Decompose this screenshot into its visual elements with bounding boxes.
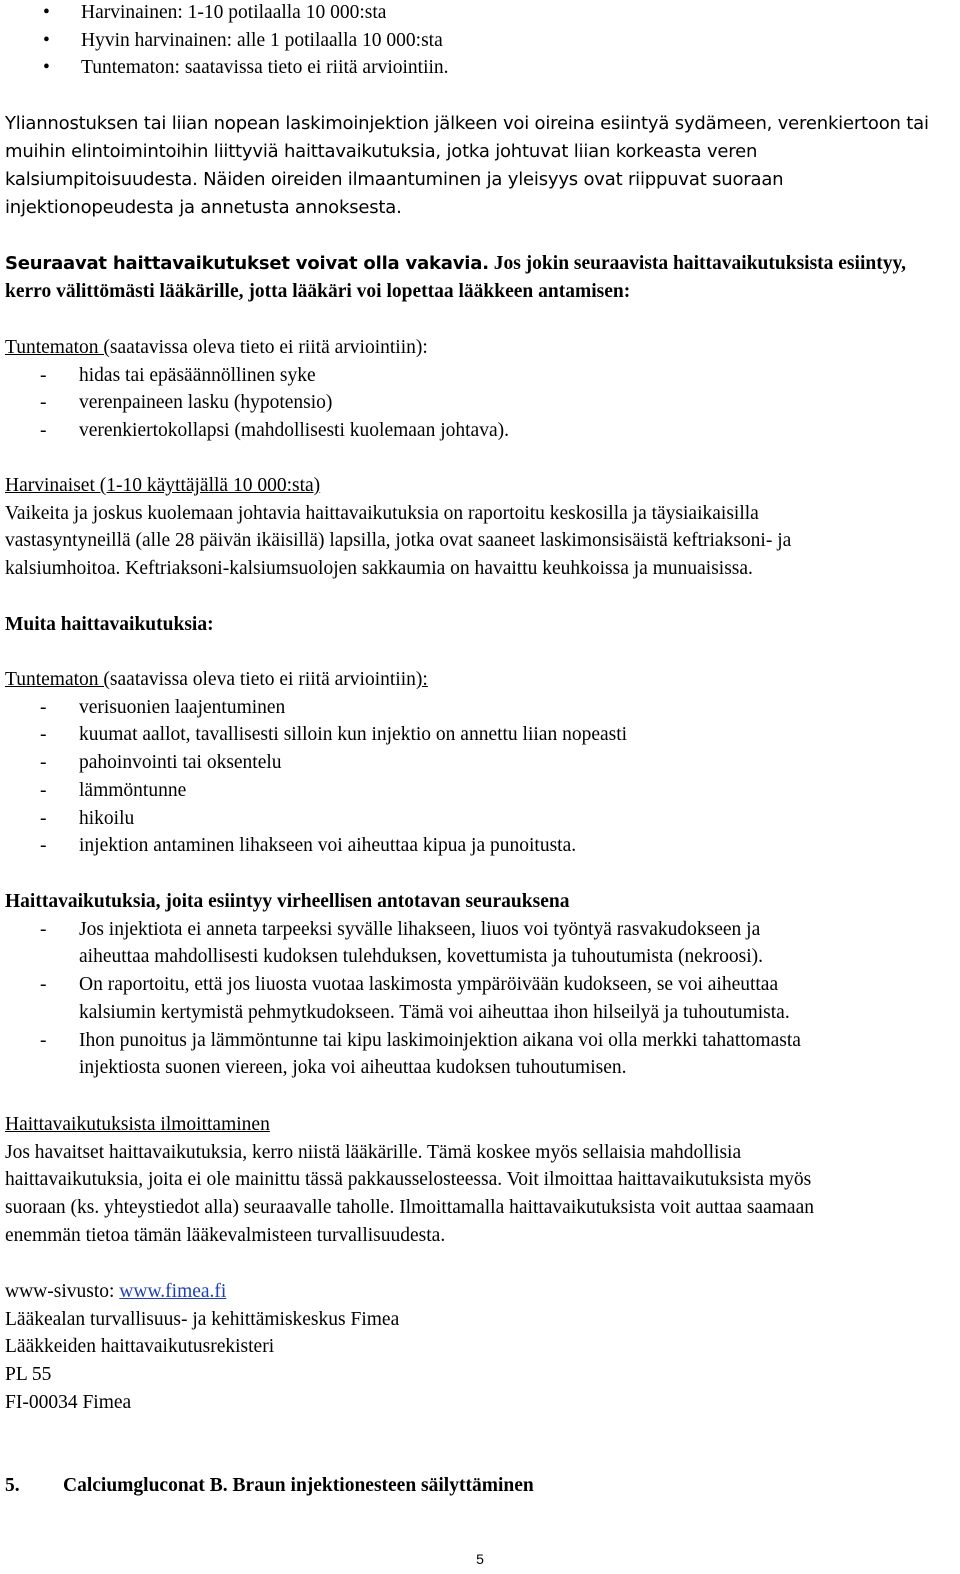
contact-line: FI-00034 Fimea (5, 1391, 132, 1413)
paragraph-line: suoraan (ks. yhteystiedot alla) seuraavalle taholle. Ilmoittamalla haittavaikutuksista voit auttaa saamaan (5, 1197, 814, 1219)
frequency-label: Tuntematon (saatavissa oleva tieto ei riitä arviointiin): (5, 337, 428, 358)
list-item: • Tuntematon: saatavissa tieto ei riitä arviointiin. (5, 54, 958, 82)
section-number: 5. (5, 1475, 20, 1496)
reporting-heading: Haittavaikutuksista ilmoittaminen (5, 1114, 270, 1135)
reporting-section (5, 1111, 958, 1250)
list-item: - verenkiertokollapsi (mahdollisesti kuolemaan johtava). (5, 417, 958, 445)
list-item: - verenpaineen lasku (hypotensio) (5, 389, 958, 417)
serious-warning-line: kerro välittömästi lääkärille, jotta lääkäri voi lopettaa lääkkeen antamisen: (5, 280, 631, 302)
list-item: • Hyvin harvinainen: alle 1 potilaalla 10 000:sta (5, 27, 958, 55)
paragraph-line: vastasyntyneillä (alle 28 päivän ikäisillä) lapsilla, jotka ovat saaneet laskimonsisäistä keftriaksoni- ja (5, 530, 792, 552)
list-item: - verisuonien laajentuminen (5, 694, 958, 722)
paragraph-line: Yliannostuksen tai liian nopean laskimoinjektion jälkeen voi oireina esiintyä sydämeen, verenkiertoon tai (5, 113, 929, 134)
section-5-heading (5, 1472, 534, 1500)
list-item: - pahoinvointi tai oksentelu (5, 749, 958, 777)
contact-line: PL 55 (5, 1364, 52, 1386)
contact-line: Lääkealan turvallisuus- ja kehittämiskeskus Fimea (5, 1308, 400, 1330)
list-item: - lämmöntunne (5, 777, 958, 805)
contact-block (5, 1278, 958, 1417)
other-section (5, 666, 958, 860)
frequency-label: Tuntematon (saatavissa oleva tieto ei riitä arviointiin): (5, 669, 428, 690)
serious-warning-lead: Seuraavat haittavaikutukset voivat olla vakavia. (5, 253, 489, 274)
list-item: • Harvinainen: 1-10 potilaalla 10 000:sta (5, 0, 958, 27)
rare-heading: Harvinaiset (1-10 käyttäjällä 10 000:sta) (5, 475, 321, 496)
paragraph-line: muihin elintoimintoihin liittyviä haittavaikutuksia, jotka johtuvat liian korkeasta veren (5, 141, 758, 162)
paragraph-line: Vaikeita ja joskus kuolemaan johtavia haittavaikutuksia on raportoitu keskosilla ja täysiaikaisilla (5, 502, 759, 524)
unknown-serious-section (5, 334, 958, 445)
paragraph-line: kalsiumpitoisuudesta. Näiden oireiden ilmaantuminen ja yleisyys ovat riippuvat suoraan (5, 169, 784, 190)
fimea-link[interactable]: www.fimea.fi (119, 1281, 227, 1302)
list-item: - On raportoitu, että jos liuosta vuotaa laskimosta ympäröivään kudokseen, se voi aiheuttaa kalsiumin kertymistä pehmytkudokseen. Tämä voi aiheuttaa ihon hilseilyä ja tuhoutumista. (5, 971, 958, 1026)
paragraph-line: injektionopeudesta ja annetusta annoksesta. (5, 197, 402, 218)
list-item: - hikoilu (5, 805, 958, 833)
list-item: - Ihon punoitus ja lämmöntunne tai kipu laskimoinjektion aikana voi olla merkki tahattomasta injektiosta suonen viereen, joka voi aiheuttaa kudoksen tuhoutumisen. (5, 1027, 958, 1082)
paragraph-line: enemmän tietoa tämän lääkevalmisteen turvallisuudesta. (5, 1224, 446, 1246)
contact-line: Lääkkeiden haittavaikutusrekisteri (5, 1336, 275, 1358)
other-heading: Muita haittavaikutuksia: (5, 614, 214, 635)
serious-warning (5, 250, 958, 305)
overdose-paragraph (5, 110, 958, 222)
website-line: www-sivusto: www.fimea.fi (5, 1281, 227, 1302)
list-item: - kuumat aallot, tavallisesti silloin kun injektio on annettu liian nopeasti (5, 721, 958, 749)
list-item: - injektion antaminen lihakseen voi aiheuttaa kipua ja punoitusta. (5, 832, 958, 860)
serious-warning-rest: Jos jokin seuraavista haittavaikutuksista esiintyy, (488, 253, 906, 274)
wrong-admin-heading: Haittavaikutuksia, joita esiintyy virheellisen antotavan seurauksena (5, 891, 570, 912)
list-item: - hidas tai epäsäännöllinen syke (5, 362, 958, 390)
frequency-list (5, 0, 958, 82)
paragraph-line: haittavaikutuksia, joita ei ole mainittu tässä pakkausselosteessa. Voit ilmoittaa haittavaikutuksista myös (5, 1169, 812, 1191)
paragraph-line: kalsiumhoitoa. Keftriaksoni-kalsiumsuolojen sakkaumia on havaittu keuhkoissa ja munuaisissa. (5, 558, 753, 580)
rare-section (5, 472, 958, 583)
list-item: - Jos injektiota ei anneta tarpeeksi syvälle lihakseen, liuos voi työntyä rasvakudokseen ja aiheuttaa mahdollisesti kudoksen tulehduksen, kovettumista ja tuhoutumista (nekroosi). (5, 916, 958, 971)
wrong-admin-section (5, 888, 958, 1082)
section-title: Calciumgluconat B. Braun injektionesteen säilyttäminen (63, 1475, 534, 1496)
page-number: 5 (476, 1551, 484, 1567)
paragraph-line: Jos havaitset haittavaikutuksia, kerro niistä lääkärille. Tämä koskee myös sellaisia mahdollisia (5, 1141, 742, 1163)
